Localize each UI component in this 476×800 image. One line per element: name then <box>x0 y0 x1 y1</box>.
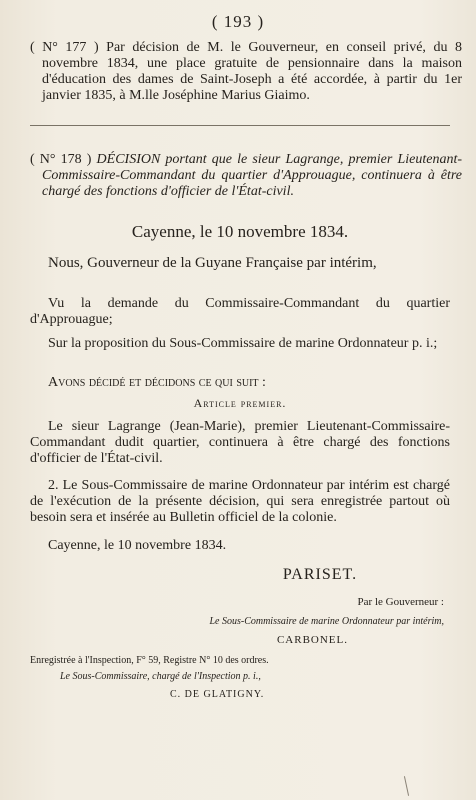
act-178-number: ( N° 178 ) <box>30 152 92 167</box>
separator-rule <box>30 125 450 126</box>
countersign-name: CARBONEL. <box>276 634 348 646</box>
page-number: ( 193 ) <box>211 12 265 31</box>
considerant-1: Vu la demande du Commissaire-Commandant du quartier d'Approuague; <box>30 296 450 327</box>
considerant-2: Sur la proposition du Sous-Commissaire de marine Ordonnateur p. i.; <box>48 336 438 351</box>
inspection-name: C. DE GLATIGNY. <box>170 689 265 700</box>
closing-dateline: Cayenne, le 10 novembre 1834. <box>48 538 227 553</box>
act-177-text: ( N° 177 ) Par décision de M. le Gouverneur, en conseil privé, du 8 novembre 1834, une place gratuite de pensionnaire dans la maison d'éducation des dames de Saint-Joseph a été accordée, à partir du 1er janvier 1835, à M.lle Joséphine Marius Giaimo. <box>30 40 462 103</box>
dateline: Cayenne, le 10 novembre 1834. <box>131 222 349 241</box>
act-178-heading <box>30 152 462 200</box>
registration-line: Enregistrée à l'Inspection, F° 59, Registre N° 10 des ordres. <box>30 655 269 666</box>
article-heading: Article premier. <box>193 396 287 410</box>
by-order-line: Par le Gouverneur : <box>357 596 444 608</box>
inspection-title: Le Sous-Commissaire, chargé de l'Inspection p. i., <box>60 671 261 682</box>
act-178-title: DÉCISION portant que le sieur Lagrange, premier Lieutenant-Commissaire-Commandant du quartier d'Approuague, continuera à être chargé des fonctions d'officier de l'État-civil. <box>42 152 462 199</box>
margin-stroke-mark <box>404 776 409 796</box>
preamble: Nous, Gouverneur de la Guyane Française par intérim, <box>48 255 377 271</box>
article-1: Le sieur Lagrange (Jean-Marie), premier Lieutenant-Commissaire-Commandant dudit quartier, continuera à être chargé des fonctions d'officier de l'État-civil. <box>30 419 450 466</box>
article-2: 2. Le Sous-Commissaire de marine Ordonnateur par intérim est chargé de l'exécution de la présente décision, qui sera enregistrée partout où besoin sera et insérée au Bulletin officiel de la colonie. <box>30 478 450 525</box>
decision-formula: Avons décidé et décidons ce qui suit : <box>48 375 266 390</box>
countersign-title: Le Sous-Commissaire de marine Ordonnateur par intérim, <box>209 616 444 627</box>
governor-signature: PARISET. <box>282 566 358 583</box>
